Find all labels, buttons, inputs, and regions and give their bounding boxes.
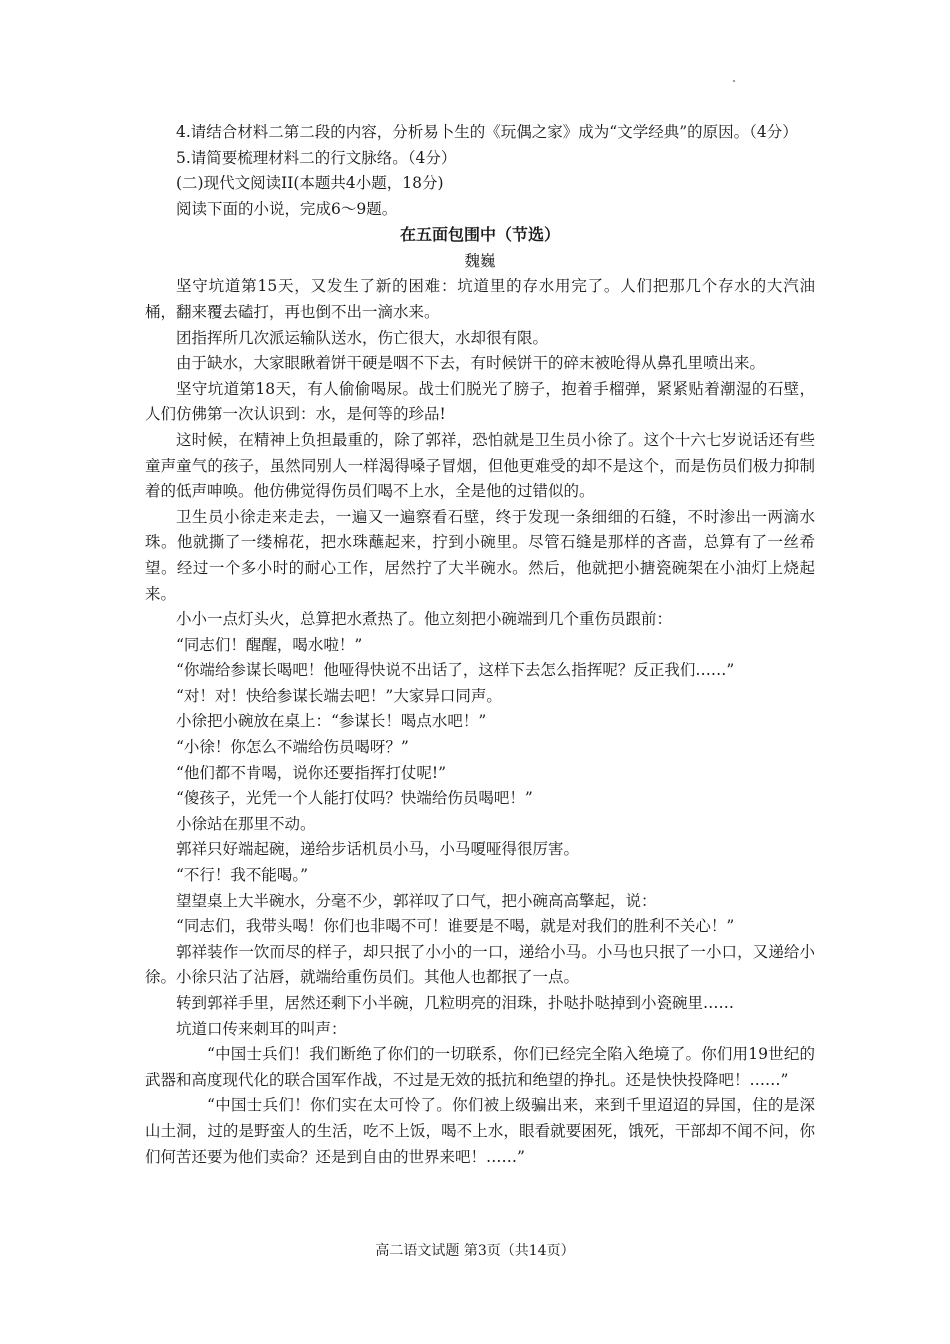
question-5: 5.请简要梳理材料二的行文脉络。（4分）	[176, 148, 457, 167]
story-paragraph: “傻孩子，光凭一个人能打仗吗？快端给伤员喝吧！”	[176, 789, 533, 808]
story-title: 在五面包围中（节选）	[399, 225, 560, 245]
story-author: 魏巍	[464, 252, 496, 271]
loudspeaker-quote: “中国士兵们！我们断绝了你们的一切联系，你们已经完全陷入绝境了。你们用19世纪的武器和高度现代化的联合国军作战，不过是无效的抵抗和绝望的挣扎。还是快快投降吧！……”	[145, 1045, 815, 1089]
section-heading: (二)现代文阅读II(本题共4小题，18分)	[176, 174, 444, 193]
story-paragraph: “同志们，我带头喝！你们也非喝不可！谁要是不喝，就是对我们的胜利不关心！”	[176, 917, 735, 936]
page-footer: 高二语文试题 第3页（共14页）	[375, 1243, 575, 1259]
page-content	[145, 120, 815, 1170]
story-paragraph: 小徐站在那里不动。	[176, 814, 316, 833]
story-paragraph: 坑道口传来刺耳的叫声：	[176, 1019, 347, 1038]
story-paragraph: 郭祥装作一饮而尽的样子，却只抿了小小的一口，递给小马。小马也只抿了一小口，又递给小徐。小徐只沾了沾唇，就端给重伤员们。其他人也都抿了一点。	[145, 942, 815, 987]
story-paragraph: “对！对！快给参谋长端去吧！”大家异口同声。	[176, 686, 502, 705]
story-paragraph: 望望桌上大半碗水，分毫不少，郭祥叹了口气，把小碗高高擎起，说：	[176, 891, 657, 910]
story-paragraph: “他们都不肯喝，说你还要指挥打仗呢!”	[176, 763, 447, 782]
story-paragraph: “不行！我不能喝。”	[176, 866, 309, 885]
story-paragraph: “你端给参谋长喝吧！他哑得快说不出话了，这样下去怎么指挥呢？反正我们……”	[176, 661, 735, 680]
story-paragraph: 卫生员小徐走来走去，一遍又一遍察看石壁，终于发现一条细细的石缝，不时渗出一两滴水珠。他就撕了一缕棉花，把水珠蘸起来，拧到小碗里。尽管石缝是那样的吝啬，总算有了一丝希望。经过一个多小时的耐心工作，居然拧了大半碗水。然后，他就把小搪瓷碗架在小油灯上烧起来。	[145, 507, 815, 603]
story-paragraph: 由于缺水，大家眼瞅着饼干硬是咽不下去，有时候饼干的碎末被呛得从鼻孔里喷出来。	[176, 354, 766, 373]
story-paragraph: 坚守坑道第15天，又发生了新的困难：坑道里的存水用完了。人们把那几个存水的大汽油桶，翻来覆去磕打，再也倒不出一滴水来。	[145, 277, 815, 321]
story-paragraph: “同志们！醒醒，喝水啦！”	[176, 635, 363, 654]
story-paragraph: 小徐把小碗放在桌上：“参谋长！喝点水吧！”	[176, 712, 487, 731]
story-paragraph: 这时候，在精神上负担最重的，除了郭祥，恐怕就是卫生员小徐了。这个十六七岁说话还有些童声童气的孩子，虽然同别人一样渴得嗓子冒烟，但他更难受的却不是这个，而是伤员们极力抑制着的低声呻唤。他仿佛觉得伤员们喝不上水，全是他的过错似的。	[145, 430, 815, 501]
reading-instruction: 阅读下面的小说，完成6～9题。	[176, 199, 398, 218]
story-paragraph: 郭祥只好端起碗，递给步话机员小马，小马嗄哑得很厉害。	[176, 840, 580, 859]
story-paragraph: 坚守坑道第18天，有人偷偷喝尿。战士们脱光了膀子，抱着手榴弹，紧紧贴着潮湿的石壁，人们仿佛第一次认识到：水，是何等的珍品!	[145, 379, 815, 424]
story-paragraph: 小小一点灯头火，总算把水煮热了。他立刻把小碗端到几个重伤员跟前：	[176, 610, 673, 629]
question-4: 4.请结合材料二第二段的内容，分析易卜生的《玩偶之家》成为“文学经典”的原因。（4分）	[176, 123, 798, 141]
story-paragraph: 团指挥所几次派运输队送水，伤亡很大，水却很有限。	[176, 328, 549, 347]
story-paragraph: 转到郭祥手里，居然还剩下小半碗，几粒明亮的泪珠，扑哒扑哒掉到小瓷碗里……	[176, 994, 735, 1012]
loudspeaker-quote: “中国士兵们！你们实在太可怜了。你们被上级骗出来，来到千里迢迢的异国，住的是深山土洞，过的是野蛮人的生活，吃不上饭，喝不上水，眼看就要困死，饿死，干部却不闻不问，你们何苦还要为他们卖命？还是到自由的世界来吧！……”	[145, 1096, 815, 1166]
scan-speck	[733, 80, 735, 82]
story-paragraph: “小徐！你怎么不端给伤员喝呀？”	[176, 738, 409, 757]
